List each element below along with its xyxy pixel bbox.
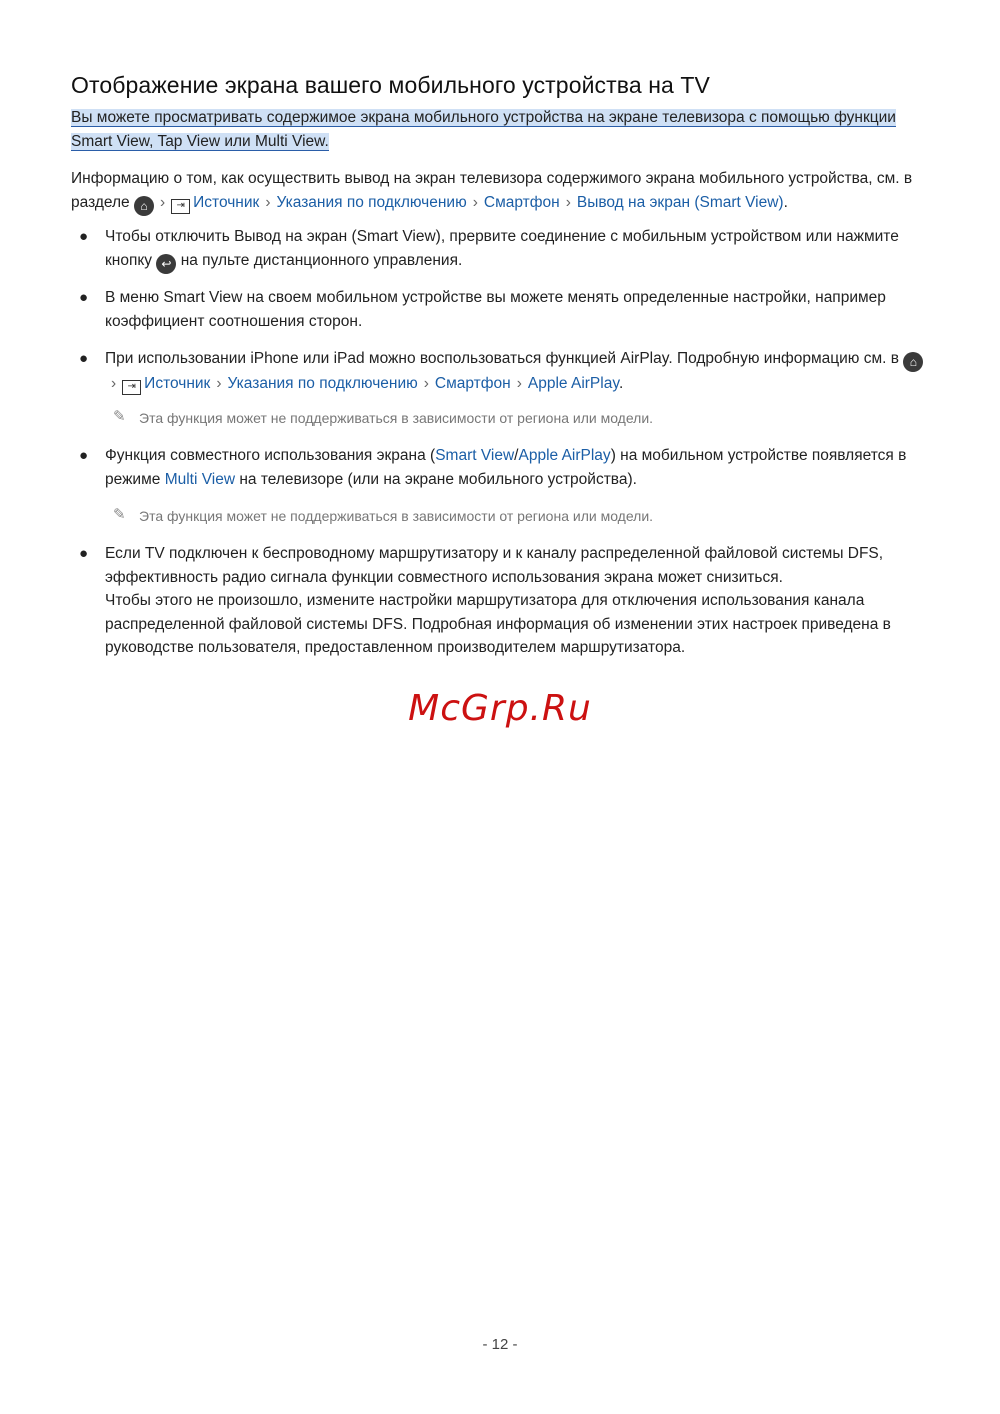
link-smartphone[interactable]: Смартфон — [434, 375, 511, 392]
list-item — [79, 225, 935, 274]
link-smartphone[interactable]: Смартфон — [483, 193, 560, 211]
return-icon: ↩ — [156, 254, 176, 274]
bullet-text: на пульте дистанционного управления. — [180, 251, 463, 269]
source-icon: ⇥ — [171, 199, 190, 214]
chevron-right-icon: › — [472, 193, 478, 211]
link-source[interactable]: Источник — [193, 193, 260, 211]
bullet-text: Если TV подключен к беспроводному маршрутизатору и к каналу распределенной файловой системы DFS, эффективность радио сигнала функции совместного использования экрана может снизиться. — [105, 545, 884, 586]
note — [113, 506, 929, 526]
bullet-icon: ● — [79, 545, 89, 562]
link-connection-guide[interactable]: Указания по подключению — [276, 193, 467, 211]
note — [113, 408, 929, 428]
highlighted-text: Вы можете просматривать содержимое экрана мобильного устройства на экране телевизора с помощью функции Smart View, Tap View или Multi View. — [71, 109, 896, 150]
chevron-right-icon: › — [111, 375, 117, 392]
list-item — [79, 542, 935, 660]
chevron-right-icon: › — [423, 375, 429, 392]
bullet-text: ) на мобильном устройстве появляется в режиме — [105, 447, 907, 488]
list-item — [79, 444, 935, 491]
chevron-right-icon: › — [265, 193, 271, 211]
link-smart-view[interactable]: Вывод на экран (Smart View) — [576, 193, 784, 211]
page-title: Отображение экрана вашего мобильного устройства на TV — [71, 72, 710, 98]
bullet-text: на телевизоре (или на экране мобильного устройства). — [239, 470, 637, 488]
note-text: Эта функция может не поддерживаться в зависимости от региона или модели. — [139, 410, 654, 426]
link-apple-airplay[interactable]: Apple AirPlay — [527, 375, 619, 392]
info-text: Информацию о том, как осуществить вывод на экран телевизора содержимого экрана мобильного устройства, см. в разделе — [71, 170, 913, 211]
link-connection-guide[interactable]: Указания по подключению — [227, 375, 418, 392]
link-smart-view[interactable]: Smart View — [435, 447, 515, 464]
bullet-icon: ● — [79, 228, 89, 245]
link-multi-view[interactable]: Multi View — [164, 470, 236, 488]
bullet-icon: ● — [79, 289, 89, 306]
home-icon: ⌂ — [903, 352, 923, 372]
list-item — [79, 286, 935, 333]
watermark: McGrp.Ru — [408, 688, 592, 729]
period: . — [618, 375, 624, 392]
note-text: Эта функция может не поддерживаться в зависимости от региона или модели. — [139, 508, 654, 524]
chevron-right-icon: › — [516, 375, 522, 392]
period: . — [783, 193, 788, 211]
bullet-text: Чтобы отключить Вывод на экран (Smart View), прервите соединение с мобильным устройством или нажмите кнопку — [105, 228, 899, 269]
info-paragraph — [71, 167, 931, 216]
intro-paragraph — [71, 106, 931, 153]
bullet-text: Чтобы этого не произошло, измените настройки маршрутизатора для отключения использования канала распределенной файловой системы DFS. Подробная информация об изменении этих настроек приведена в руководстве пользователя, предоставленном производителем маршрутизатора. — [105, 592, 891, 656]
link-source[interactable]: Источник — [144, 375, 211, 392]
bullet-text: В меню Smart View на своем мобильном устройстве вы можете менять определенные настройки, например коэффициент соотношения сторон. — [105, 289, 886, 330]
chevron-right-icon: › — [159, 193, 166, 211]
pencil-icon: ✎ — [113, 506, 126, 523]
bullet-text: Функция совместного использования экрана ( — [105, 447, 436, 464]
pencil-icon: ✎ — [113, 408, 126, 425]
chevron-right-icon: › — [565, 193, 571, 211]
bullet-text: При использовании iPhone или iPad можно воспользоваться функцией AirPlay. Подробную информацию см. в — [105, 350, 899, 367]
separator: / — [514, 447, 519, 464]
bullet-icon: ● — [79, 350, 89, 367]
bullet-icon: ● — [79, 447, 89, 464]
source-icon: ⇥ — [122, 380, 141, 395]
page-number: - 12 - — [482, 1336, 518, 1353]
chevron-right-icon: › — [216, 375, 222, 392]
home-icon: ⌂ — [134, 196, 154, 216]
link-apple-airplay[interactable]: Apple AirPlay — [518, 447, 611, 464]
list-item — [79, 347, 935, 396]
